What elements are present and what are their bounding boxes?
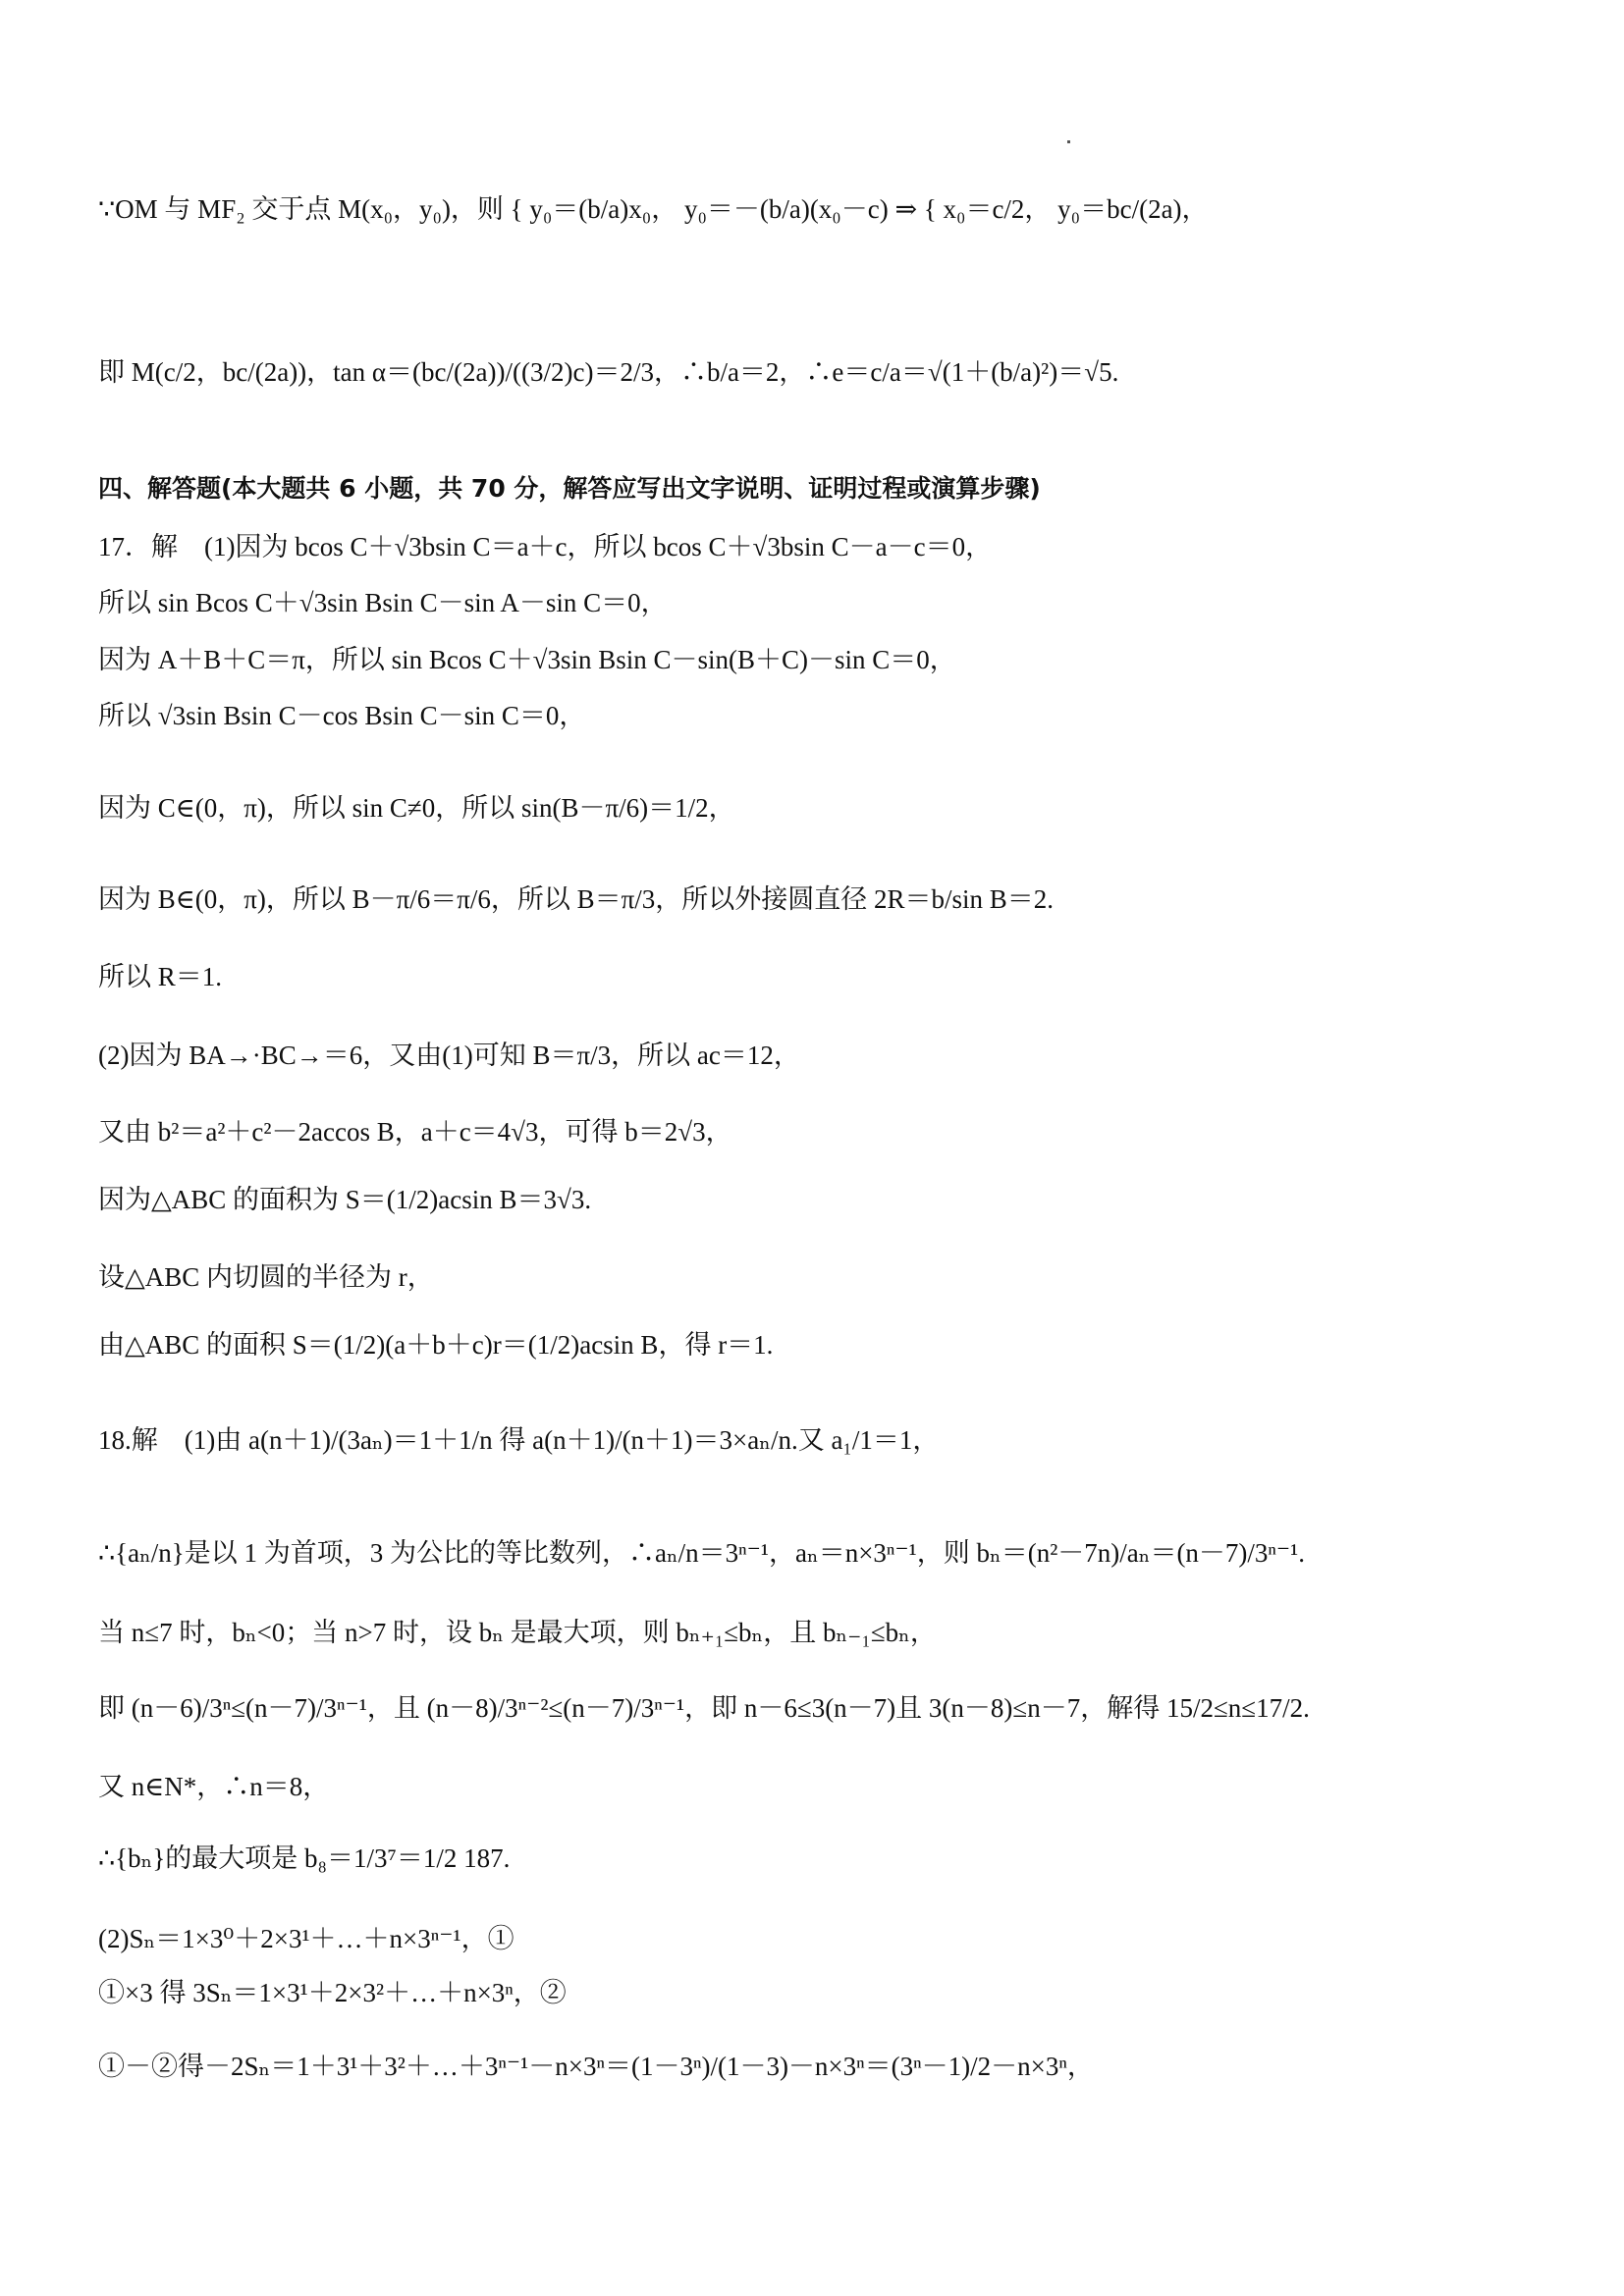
text-line: (2)Sₙ＝1×3⁰＋2×3¹＋…＋n×3ⁿ⁻¹，①: [98, 1924, 514, 1953]
scan-speck: [1067, 140, 1070, 143]
text-line: 即 M(c/2，bc/(2a))，tan α＝(bc/(2a))/((3/2)c)＝2/3，∴b/a＝2，∴e＝c/a＝√(1＋(b/a)²)＝√5.: [98, 357, 1119, 387]
text-line: 因为 C∈(0，π)，所以 sin C≠0，所以 sin(B－π/6)＝1/2，: [98, 793, 735, 823]
text-line: ∴{aₙ/n}是以 1 为首项，3 为公比的等比数列，∴aₙ/n＝3ⁿ⁻¹，aₙ＝n×3ⁿ⁻¹，则 bₙ＝(n²－7n)/aₙ＝(n－7)/3ⁿ⁻¹.: [98, 1538, 1306, 1568]
text-line: 因为△ABC 的面积为 S＝(1/2)acsin B＝3√3.: [98, 1185, 592, 1214]
text-line: (2)因为 BA→·BC→＝6，又由(1)可知 B＝π/3，所以 ac＝12，: [98, 1041, 800, 1070]
text-line: ∴{bₙ}的最大项是 b₈＝1/3⁷＝1/2 187.: [98, 1843, 511, 1873]
text-line: ∵OM 与 MF₂ 交于点 M(x₀，y₀)，则 { y₀＝(b/a)x₀， y₀＝－(b/a)(x₀－c) ⇒ { x₀＝c/2， y₀＝bc/(2a)，: [98, 194, 1209, 224]
text-line: 18.解 (1)由 a(n＋1)/(3aₙ)＝1＋1/n 得 a(n＋1)/(n＋1)＝3×aₙ/n.又 a₁/1＝1，: [98, 1425, 940, 1455]
text-line: ①×3 得 3Sₙ＝1×3¹＋2×3²＋…＋n×3ⁿ，②: [98, 1978, 567, 2007]
text-line: 即 (n－6)/3ⁿ≤(n－7)/3ⁿ⁻¹，且 (n－8)/3ⁿ⁻²≤(n－7)/3ⁿ⁻¹，即 n－6≤3(n－7)且 3(n－8)≤n－7，解得 15/2≤n≤17/2.: [98, 1693, 1310, 1723]
text-line: 又 n∈N*，∴n＝8，: [98, 1772, 330, 1801]
text-line: 由△ABC 的面积 S＝(1/2)(a＋b＋c)r＝(1/2)acsin B，得 r＝1.: [98, 1330, 774, 1360]
text-line: ①－②得－2Sₙ＝1＋3¹＋3²＋…＋3ⁿ⁻¹－n×3ⁿ＝(1－3ⁿ)/(1－3)－n×3ⁿ＝(3ⁿ－1)/2－n×3ⁿ，: [98, 2052, 1094, 2081]
text-line: 所以 √3sin Bsin C－cos Bsin C－sin C＝0，: [98, 701, 586, 730]
text-line: 又由 b²＝a²＋c²－2accos B，a＋c＝4√3，可得 b＝2√3，: [98, 1117, 732, 1147]
text-line: 所以 sin Bcos C＋√3sin Bsin C－sin A－sin C＝0，: [98, 588, 668, 617]
section-heading: 四、解答题(本大题共 6 小题，共 70 分，解答应写出文字说明、证明过程或演算步骤): [98, 474, 1041, 503]
text-line: 因为 A＋B＋C＝π，所以 sin Bcos C＋√3sin Bsin C－sin(B＋C)－sin C＝0，: [98, 645, 956, 674]
text-line: 设△ABC 内切圆的半径为 r，: [98, 1262, 434, 1292]
text-line: 因为 B∈(0，π)，所以 B－π/6＝π/6，所以 B＝π/3，所以外接圆直径 2R＝b/sin B＝2.: [98, 884, 1055, 914]
text-line: 所以 R＝1.: [98, 962, 223, 991]
text-line: 17．解 (1)因为 bcos C＋√3bsin C＝a＋c，所以 bcos C＋√3bsin C－a－c＝0，: [98, 532, 993, 561]
text-line: 当 n≤7 时，bₙ<0；当 n>7 时，设 bₙ 是最大项，则 bₙ₊₁≤bₙ，且 bₙ₋₁≤bₙ，: [98, 1618, 937, 1647]
